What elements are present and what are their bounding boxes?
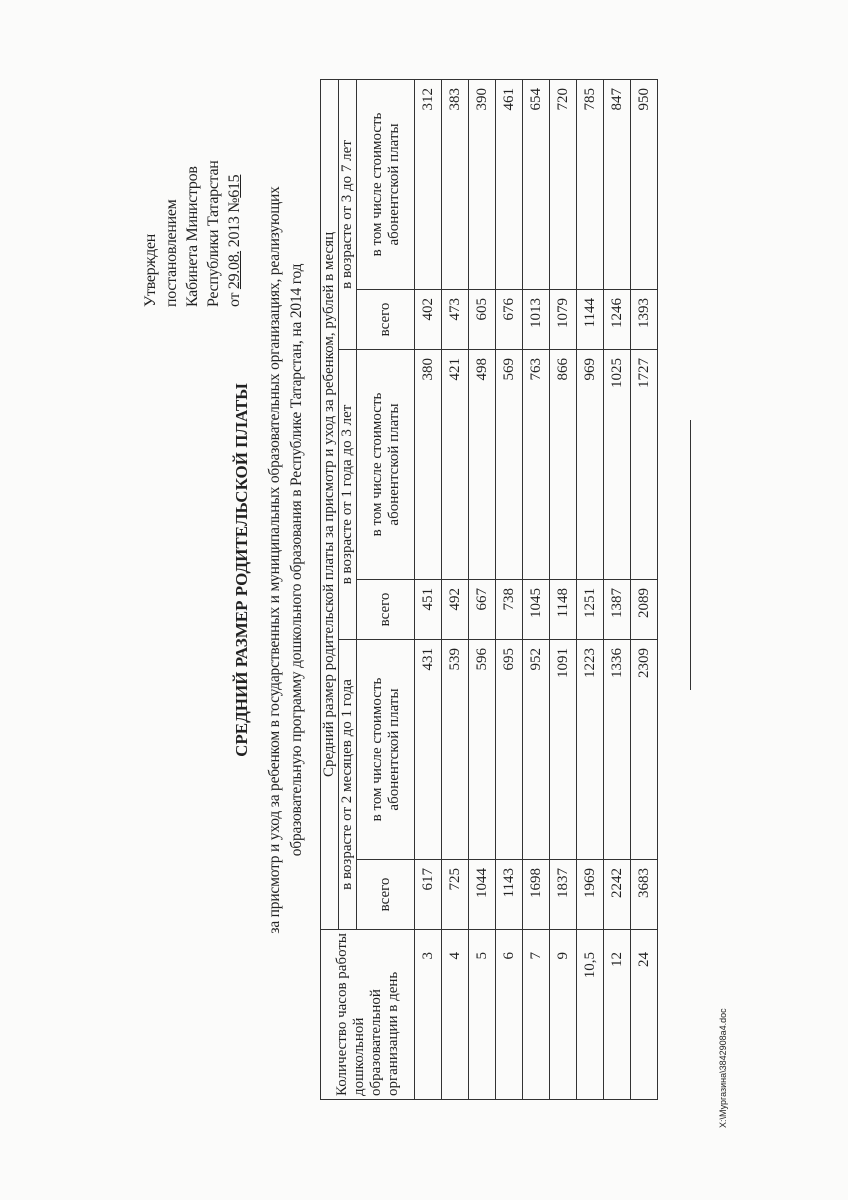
cell-value: 1251: [577, 580, 604, 640]
cell-value: 1148: [550, 580, 577, 640]
cell-value: 1246: [604, 290, 631, 350]
cell-value: 866: [550, 350, 577, 580]
fee-table: [320, 79, 658, 1100]
cell-value: 1837: [550, 860, 577, 930]
cell-value: 451: [415, 580, 442, 640]
document-number: 615: [226, 174, 243, 198]
cell-value: 596: [469, 640, 496, 860]
table-row: [415, 79, 442, 1099]
cell-value: 695: [496, 640, 523, 860]
header-incl: в том числе стоимость абонентской платы: [357, 350, 415, 580]
cell-value: 763: [523, 350, 550, 580]
cell-value: 421: [442, 350, 469, 580]
approval-line: Кабинета Министров: [184, 166, 201, 307]
table-row: [550, 79, 577, 1099]
cell-value: 492: [442, 580, 469, 640]
cell-value: 1698: [523, 860, 550, 930]
cell-hours: 24: [631, 930, 658, 1100]
header-age-3-7: в возрасте от 3 до 7 лет: [339, 79, 357, 349]
cell-value: 2242: [604, 860, 631, 930]
cell-value: 617: [415, 860, 442, 930]
cell-value: 1091: [550, 640, 577, 860]
cell-value: 1025: [604, 350, 631, 580]
header-incl: в том числе стоимость абонентской платы: [357, 640, 415, 860]
approval-block: [140, 160, 245, 307]
cell-value: 1969: [577, 860, 604, 930]
approval-line: Республики Татарстан: [205, 160, 222, 307]
cell-value: 380: [415, 350, 442, 580]
cell-hours: 10,5: [577, 930, 604, 1100]
cell-value: 676: [496, 290, 523, 350]
cell-hours: 5: [469, 930, 496, 1100]
table-row: [496, 79, 523, 1099]
cell-hours: 6: [496, 930, 523, 1100]
table-row: [469, 79, 496, 1099]
cell-value: 461: [496, 79, 523, 289]
cell-value: 498: [469, 350, 496, 580]
table-row: [604, 79, 631, 1099]
cell-value: 725: [442, 860, 469, 930]
cell-hours: 7: [523, 930, 550, 1100]
cell-value: 1144: [577, 290, 604, 350]
cell-value: 1143: [496, 860, 523, 930]
header-total: всего: [357, 290, 415, 350]
header-hours: Количество часов работы дошкольной образовательной организации в день: [321, 930, 415, 1100]
cell-value: 605: [469, 290, 496, 350]
cell-value: 569: [496, 350, 523, 580]
cell-hours: 9: [550, 930, 577, 1100]
file-path-footer: X:\Мургазина\3842908а4.doc: [718, 1008, 728, 1128]
header-group: Средний размер родительской платы за присмотр и уход за ребенком, рублей в месяц: [321, 79, 339, 929]
table-row: [442, 79, 469, 1099]
table-row: [631, 79, 658, 1099]
cell-value: 431: [415, 640, 442, 860]
cell-value: 1336: [604, 640, 631, 860]
cell-value: 950: [631, 79, 658, 289]
cell-value: 383: [442, 79, 469, 289]
subtitle-line: образовательную программу дошкольного образования в Республике Татарстан, на 2014 год: [288, 263, 305, 857]
cell-value: 3683: [631, 860, 658, 930]
cell-value: 390: [469, 79, 496, 289]
header-incl: в том числе стоимость абонентской платы: [357, 79, 415, 289]
date-value: 29.08.: [226, 250, 243, 290]
cell-value: 1727: [631, 350, 658, 580]
table-row: [523, 79, 550, 1099]
header-age-1-3: в возрасте от 1 года до 3 лет: [339, 350, 357, 640]
cell-value: 539: [442, 640, 469, 860]
cell-value: 1223: [577, 640, 604, 860]
header-total: всего: [357, 860, 415, 930]
divider-line: [690, 420, 691, 690]
approval-line: постановлением: [163, 199, 180, 307]
cell-value: 1393: [631, 290, 658, 350]
approval-date: от 29.08. 2013 №615: [226, 174, 243, 307]
cell-value: 969: [577, 350, 604, 580]
cell-value: 2309: [631, 640, 658, 860]
table-row: [577, 79, 604, 1099]
cell-hours: 4: [442, 930, 469, 1100]
cell-value: 720: [550, 79, 577, 289]
cell-value: 473: [442, 290, 469, 350]
cell-value: 1079: [550, 290, 577, 350]
cell-value: 654: [523, 79, 550, 289]
cell-value: 952: [523, 640, 550, 860]
cell-value: 785: [577, 79, 604, 289]
cell-value: 1013: [523, 290, 550, 350]
header-total: всего: [357, 580, 415, 640]
document-title: СРЕДНИЙ РАЗМЕР РОДИТЕЛЬСКОЙ ПЛАТЫ: [232, 383, 251, 757]
cell-hours: 3: [415, 930, 442, 1100]
cell-value: 1387: [604, 580, 631, 640]
cell-value: 2089: [631, 580, 658, 640]
cell-value: 1044: [469, 860, 496, 930]
cell-value: 847: [604, 79, 631, 289]
cell-hours: 12: [604, 930, 631, 1100]
cell-value: 1045: [523, 580, 550, 640]
cell-value: 667: [469, 580, 496, 640]
cell-value: 312: [415, 79, 442, 289]
approval-line: Утвержден: [142, 233, 159, 307]
cell-value: 402: [415, 290, 442, 350]
header-age-0-1: в возрасте от 2 месяцев до 1 года: [339, 640, 357, 930]
subtitle-line: за присмотр и уход за ребенком в государственных и муниципальных образовательных организациях, реализующих: [266, 186, 283, 934]
cell-value: 738: [496, 580, 523, 640]
